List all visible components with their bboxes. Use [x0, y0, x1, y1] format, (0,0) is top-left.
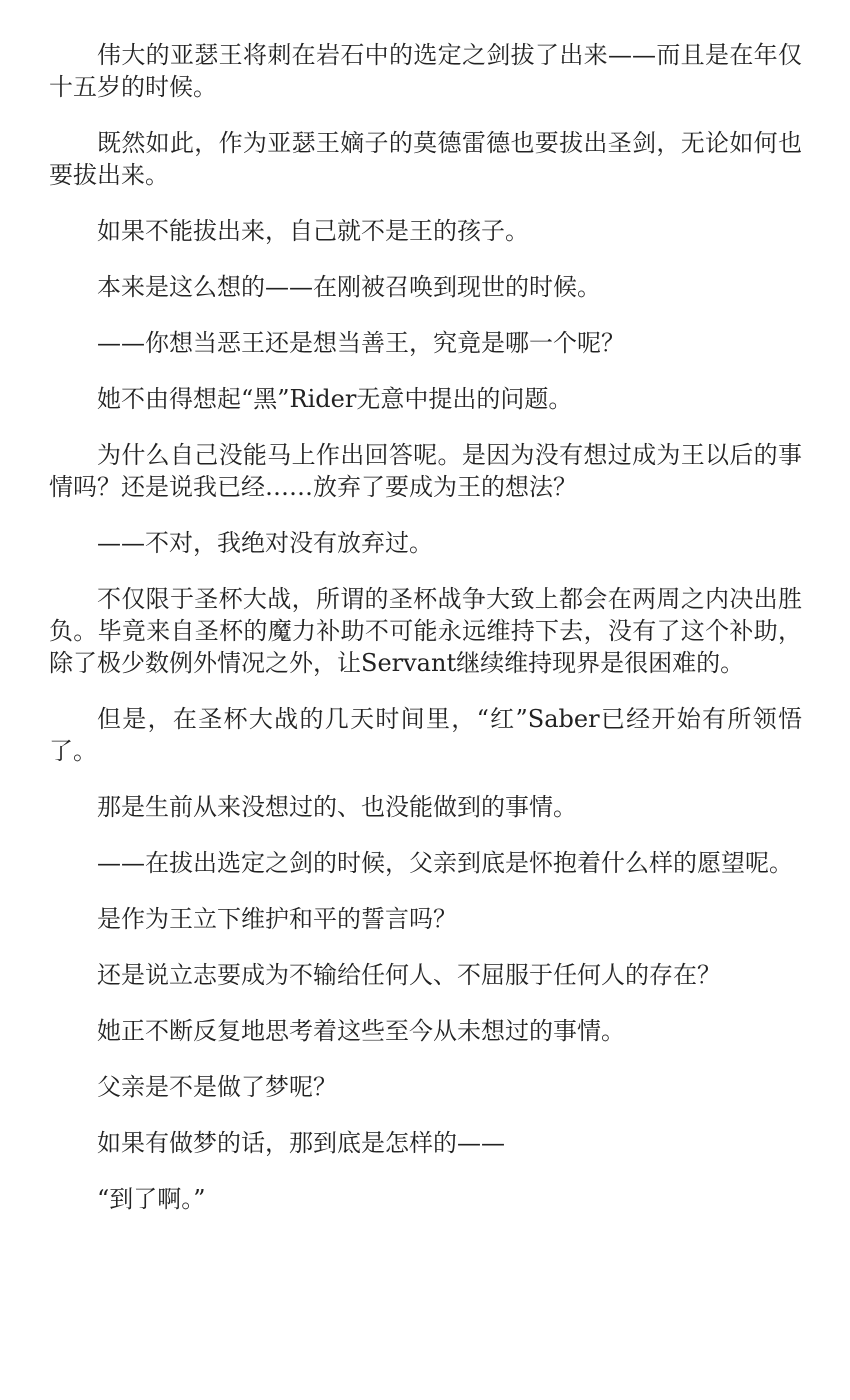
paragraph: 为什么自己没能马上作出回答呢。是因为没有想过成为王以后的事情吗？还是说我已经……放弃了要成为王的想法？ [49, 441, 802, 501]
paragraph: 但是，在圣杯大战的几天时间里，“红”Saber已经开始有所领悟了。 [49, 705, 802, 765]
paragraph: 还是说立志要成为不输给任何人、不屈服于任何人的存在？ [97, 961, 721, 989]
paragraph: “到了啊。” [97, 1185, 206, 1213]
paragraph: 她不由得想起“黑”Rider无意中提出的问题。 [97, 385, 573, 413]
paragraph: 如果有做梦的话，那到底是怎样的—— [97, 1129, 505, 1157]
paragraph: 伟大的亚瑟王将刺在岩石中的选定之剑拔了出来——而且是在年仅十五岁的时候。 [49, 41, 802, 101]
paragraph: 是作为王立下维护和平的誓言吗？ [97, 905, 457, 933]
paragraph: 如果不能拔出来，自己就不是王的孩子。 [97, 217, 529, 245]
paragraph: 不仅限于圣杯大战，所谓的圣杯战争大致上都会在两周之内决出胜负。毕竟来自圣杯的魔力补助不可能永远维持下去，没有了这个补助，除了极少数例外情况之外，让Servant继续维持现界是很困难的。 [49, 585, 802, 677]
paragraph: ——你想当恶王还是想当善王，究竟是哪一个呢？ [97, 329, 625, 357]
paragraph: 既然如此，作为亚瑟王嫡子的莫德雷德也要拔出圣剑，无论如何也要拔出来。 [49, 129, 802, 189]
paragraph: ——在拔出选定之剑的时候，父亲到底是怀抱着什么样的愿望呢。 [97, 849, 793, 877]
paragraph: 那是生前从来没想过的、也没能做到的事情。 [97, 793, 577, 821]
paragraph: ——不对，我绝对没有放弃过。 [97, 529, 433, 557]
paragraph: 本来是这么想的——在刚被召唤到现世的时候。 [97, 273, 601, 301]
paragraph: 她正不断反复地思考着这些至今从未想过的事情。 [97, 1017, 625, 1045]
paragraph: 父亲是不是做了梦呢？ [97, 1073, 337, 1101]
